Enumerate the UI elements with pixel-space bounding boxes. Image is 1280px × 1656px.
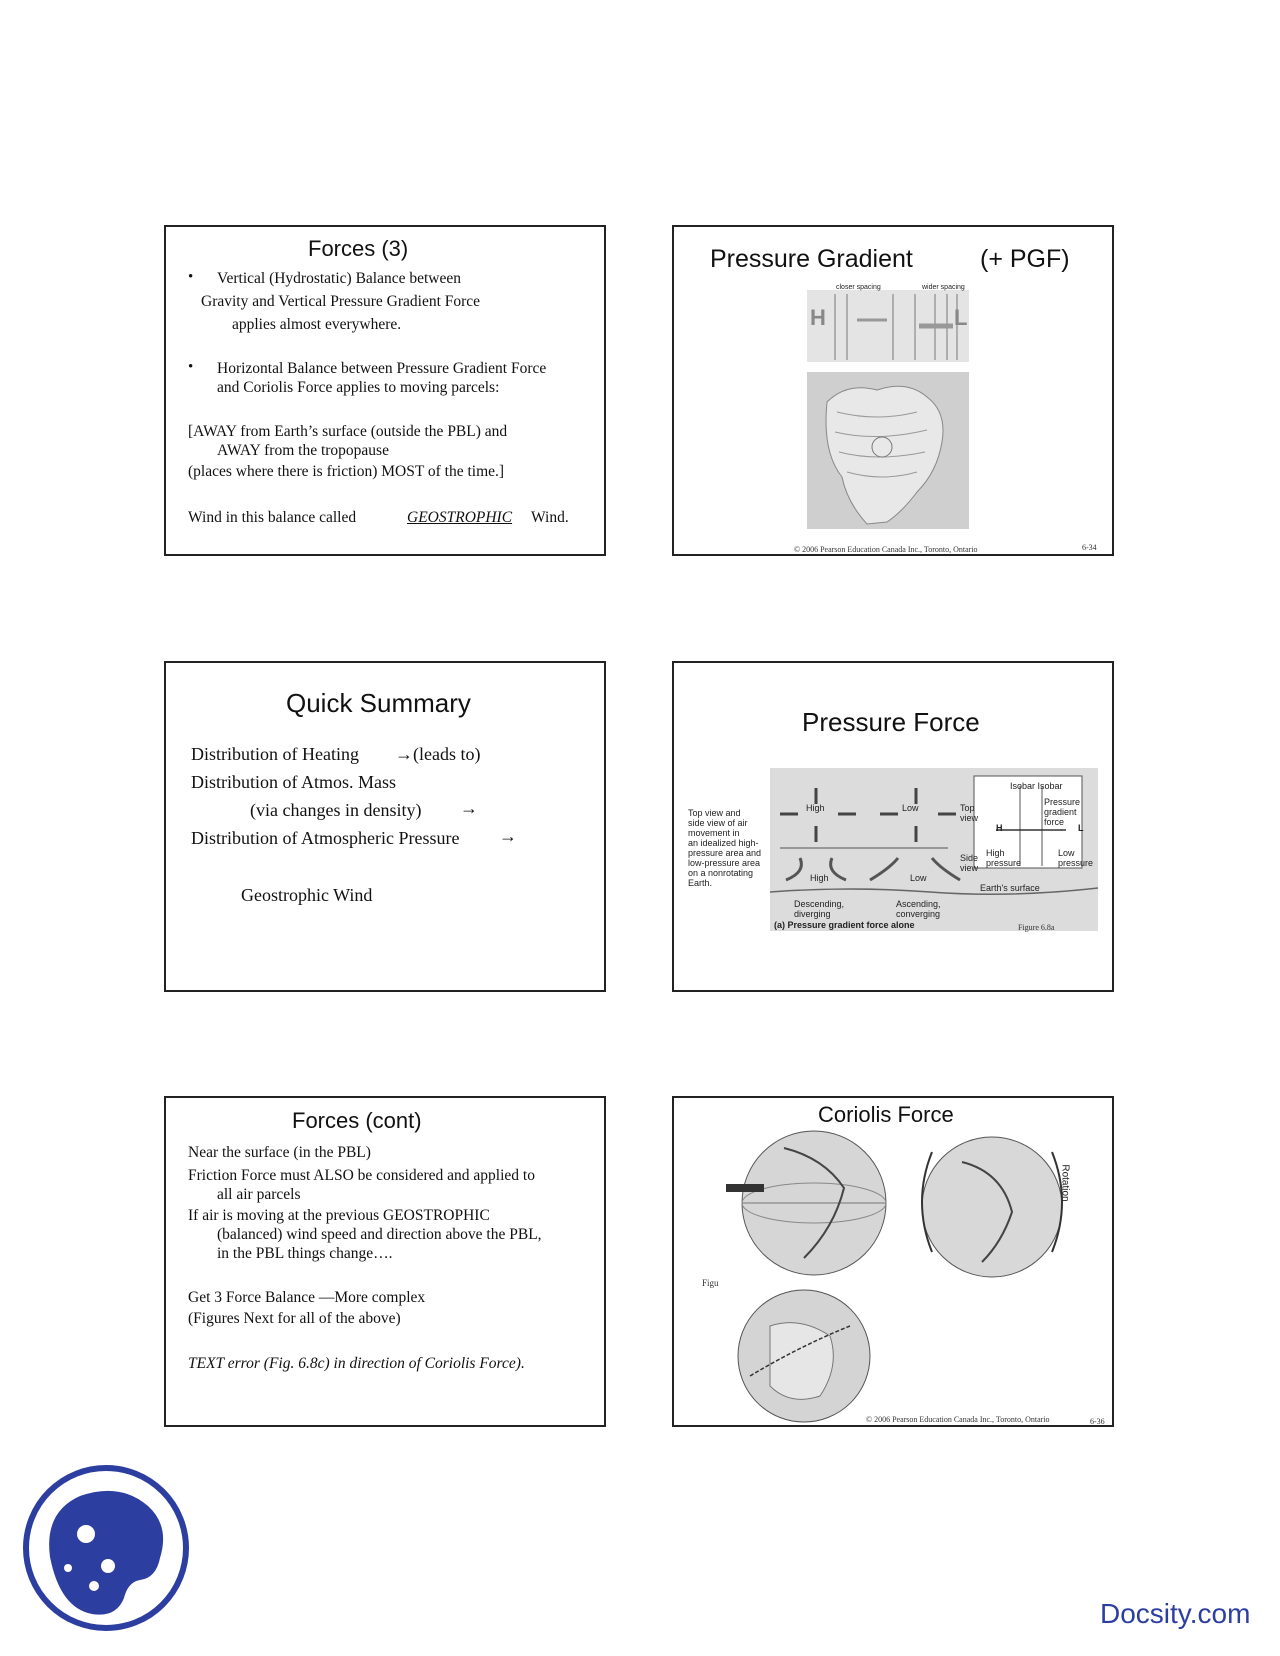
descending-line: Descending, <box>794 899 845 909</box>
wider-spacing-label: wider spacing <box>922 284 965 291</box>
text-line: and Coriolis Force applies to moving parcels: <box>217 379 500 396</box>
slide-coriolis-force <box>672 1096 1114 1427</box>
text-line: AWAY from the tropopause <box>217 442 389 459</box>
low-pressure-label <box>1058 848 1093 868</box>
leads-to-arrow: →(leads to) <box>395 744 481 764</box>
ascending-label <box>896 899 941 919</box>
text-error-note: TEXT error (Fig. 6.8c) in direction of Coriolis Force). <box>188 1355 525 1372</box>
copyright: © 2006 Pearson Education Canada Inc., Toronto, Ontario <box>866 1415 1050 1424</box>
text-line: Near the surface (in the PBL) <box>188 1144 371 1161</box>
docsity-brand-link[interactable]: Docsity.com <box>1100 1598 1251 1629</box>
copyright: © 2006 Pearson Education Canada Inc., Toronto, Ontario <box>794 545 978 554</box>
text-line: (via changes in density) <box>250 800 422 820</box>
flight-path-globe-figure <box>730 1286 880 1426</box>
docsity-logo-icon <box>20 1462 192 1634</box>
pgf-line: Pressure <box>1044 797 1081 807</box>
bullet: • <box>188 269 194 285</box>
text-line: Wind. <box>531 509 569 526</box>
top-view-line: view <box>960 813 979 823</box>
slide-forces-cont <box>164 1096 606 1427</box>
high-side-label: High <box>810 873 829 883</box>
isobar-spacing-diagram <box>807 290 969 362</box>
rotation-label: Rotation <box>1059 1164 1071 1202</box>
slide-forces-3 <box>164 225 606 556</box>
geostrophic-term: GEOSTROPHIC <box>407 509 513 526</box>
side-view-line: Side <box>960 853 979 863</box>
low-pressure-line: Low <box>1058 848 1075 858</box>
desc-line: side view of air <box>688 818 748 828</box>
slide-quick-summary <box>164 661 606 992</box>
pgf-line: force <box>1044 817 1065 827</box>
high-pressure-line: pressure <box>986 858 1022 868</box>
high-label: H <box>810 305 826 330</box>
text-line: Friction Force must ALSO be considered and applied to <box>188 1167 535 1184</box>
text-line: Distribution of Atmos. Mass <box>191 772 397 792</box>
text-line: Distribution of Heating <box>191 744 359 764</box>
slide-title: Pressure Gradient <box>710 245 913 273</box>
text-line: (places where there is friction) MOST of the time.] <box>188 463 505 480</box>
figure-label: Figu <box>702 1278 719 1288</box>
pgf-line: gradient <box>1044 807 1077 817</box>
slide-pressure-gradient <box>672 225 1114 556</box>
text-line: Distribution of Atmospheric Pressure <box>191 828 460 848</box>
text-line: in the PBL things change…. <box>217 1245 393 1262</box>
text-line: all air parcels <box>217 1186 301 1203</box>
slide-title: Quick Summary <box>286 688 471 718</box>
text-line: If air is moving at the previous GEOSTROPHIC <box>188 1207 490 1224</box>
descending-label <box>794 899 844 919</box>
slide-title-suffix: (+ PGF) <box>980 245 1070 273</box>
figure-caption: (a) Pressure gradient force alone <box>774 920 915 930</box>
rotating-earth-figure <box>902 1132 1082 1282</box>
figure-number: Figure 6.8a <box>1018 923 1055 932</box>
text-line: Vertical (Hydrostatic) Balance between <box>217 270 462 287</box>
text-line: (Figures Next for all of the above) <box>188 1310 401 1327</box>
desc-line: Top view and <box>688 808 741 818</box>
text-line: Wind in this balance called <box>188 509 357 526</box>
high-pressure-line: High <box>986 848 1005 858</box>
isobar-spacing-figure <box>807 290 969 362</box>
pgf-label <box>1044 797 1080 827</box>
low-label: L <box>954 305 968 330</box>
desc-line: an idealized high- <box>688 838 759 848</box>
figure-description <box>688 808 761 888</box>
slide-title: Pressure Force <box>802 707 980 737</box>
arrow: → <box>499 826 517 846</box>
ascending-line: Ascending, <box>896 899 941 909</box>
arrow: → <box>460 798 478 818</box>
desc-line: pressure area and <box>688 848 762 858</box>
side-view-label <box>960 853 978 873</box>
text-line: Geostrophic Wind <box>241 885 373 905</box>
isobar-label: Isobar Isobar <box>1010 781 1063 791</box>
closer-spacing-label: closer spacing <box>836 284 881 291</box>
text-line: Get 3 Force Balance —More complex <box>188 1289 426 1306</box>
earth-surface-label: Earth's surface <box>980 883 1040 893</box>
side-view-line: view <box>960 863 979 873</box>
bullet: • <box>188 359 194 375</box>
desc-line: low-pressure area <box>688 858 761 868</box>
page-number: 6-36 <box>1090 1417 1105 1426</box>
desc-line: movement in <box>688 828 740 838</box>
low-side-label: Low <box>910 873 927 883</box>
desc-line: on a nonrotating <box>688 868 754 878</box>
top-view-line: Top <box>960 803 975 813</box>
north-america-pressure-map <box>807 372 969 529</box>
descending-line: diverging <box>794 909 831 919</box>
low-label: Low <box>902 803 919 813</box>
high-pressure-label <box>986 848 1021 868</box>
slide-title: Forces (cont) <box>292 1108 422 1133</box>
ascending-line: converging <box>896 909 941 919</box>
pressure-map-graphic <box>807 372 969 529</box>
slide-title: Coriolis Force <box>818 1102 954 1127</box>
text-line: (balanced) wind speed and direction above the PBL, <box>217 1226 542 1243</box>
desc-line: Earth. <box>688 878 713 888</box>
text-line: Horizontal Balance between Pressure Gradient Force <box>217 360 547 377</box>
h-label: H <box>996 823 1003 833</box>
slide-title: Forces (3) <box>308 236 409 261</box>
text-line: Gravity and Vertical Pressure Gradient Force <box>201 293 481 310</box>
l-label: L <box>1078 823 1084 833</box>
slide-pressure-force <box>672 661 1114 992</box>
low-pressure-line: pressure <box>1058 858 1094 868</box>
high-label: High <box>806 803 825 813</box>
page-number: 6-34 <box>1082 543 1097 552</box>
text-line: applies almost everywhere. <box>232 316 402 333</box>
globe-earth-figure <box>714 1128 894 1278</box>
top-view-label <box>960 803 978 823</box>
text-line: [AWAY from Earth’s surface (outside the PBL) and <box>188 423 508 440</box>
